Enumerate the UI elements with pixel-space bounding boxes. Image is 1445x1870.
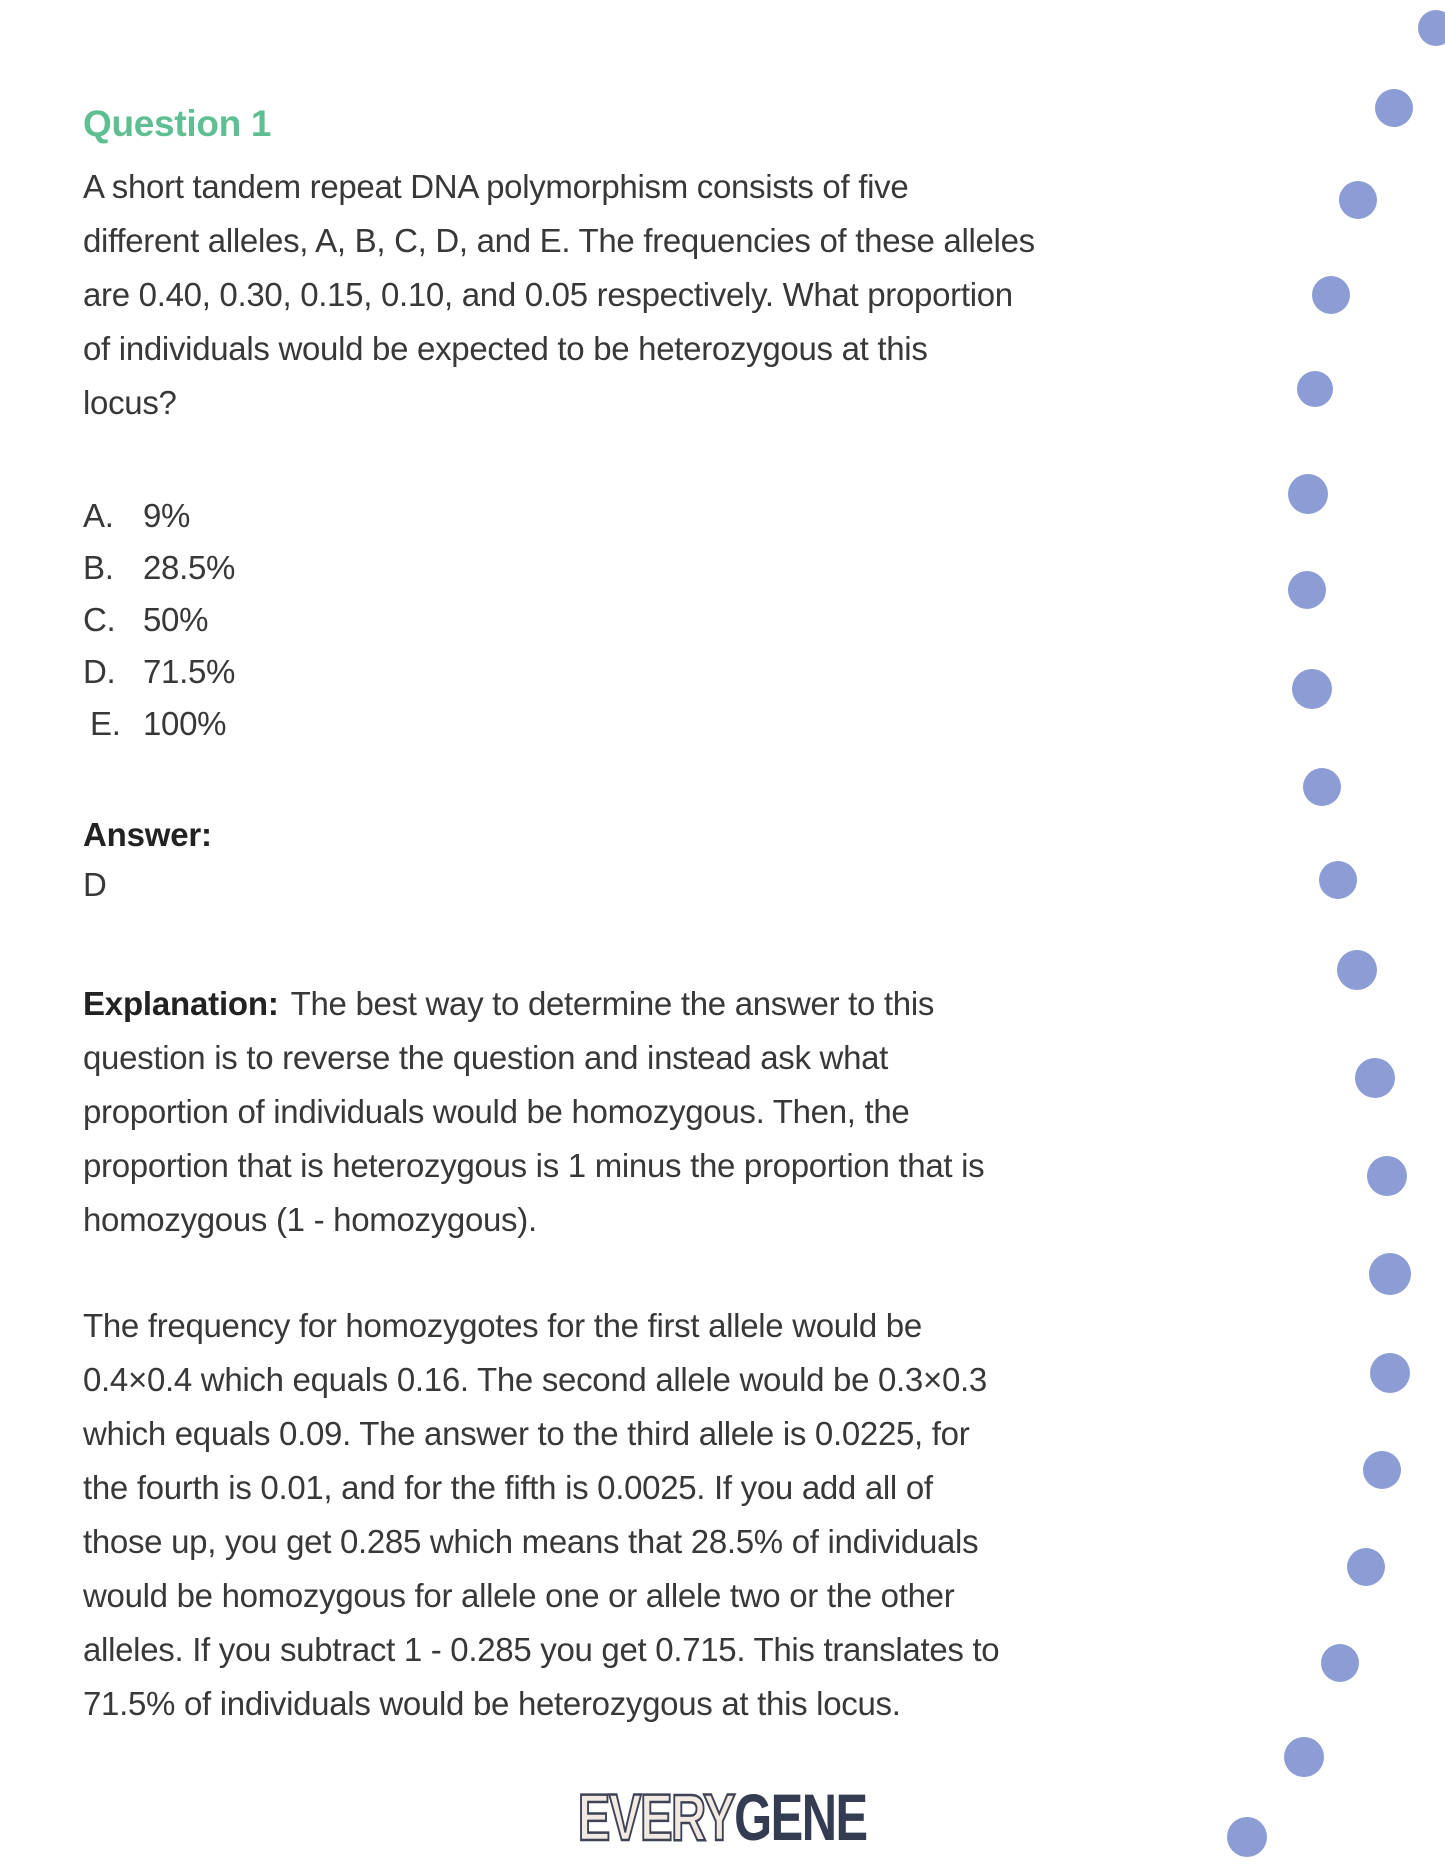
question-heading: Question 1 <box>83 103 272 144</box>
decor-dot <box>1375 89 1413 127</box>
answer-block <box>83 810 212 910</box>
option-d-letter: D. <box>83 653 116 690</box>
decor-dot <box>1303 768 1341 806</box>
decor-dot <box>1339 181 1377 219</box>
explanation-label: Explanation: <box>83 985 279 1022</box>
question-body-line: of individuals would be expected to be heterozygous at this <box>83 330 928 367</box>
question-body <box>83 160 1035 430</box>
logo-every: EVERY <box>578 1780 735 1854</box>
explanation-first-line <box>83 977 984 1031</box>
option-c-letter: C. <box>83 601 116 638</box>
option-a-letter: A. <box>83 497 114 534</box>
explanation-paragraph-2 <box>83 1299 999 1731</box>
decor-dot <box>1370 1353 1410 1393</box>
explanation-line: the fourth is 0.01, and for the fifth is 0.0025. If you add all of <box>83 1469 933 1506</box>
logo-gene: GENE <box>734 1780 867 1854</box>
option-d <box>83 646 235 698</box>
decor-dot <box>1227 1817 1267 1857</box>
option-e <box>83 698 235 750</box>
explanation-line: homozygous (1 - homozygous). <box>83 1201 537 1238</box>
decor-dot <box>1337 950 1377 990</box>
question-body-line: locus? <box>83 384 177 421</box>
question-body-line: different alleles, A, B, C, D, and E. The frequencies of these alleles <box>83 222 1035 259</box>
explanation-paragraph <box>83 977 984 1247</box>
option-b-value: 28.5% <box>143 549 236 586</box>
decor-dot <box>1321 1644 1359 1682</box>
option-a-value: 9% <box>143 497 191 534</box>
option-a <box>83 490 235 542</box>
explanation-line: alleles. If you subtract 1 - 0.285 you get 0.715. This translates to <box>83 1631 1000 1668</box>
explanation-line: 71.5% of individuals would be heterozygous at this locus. <box>83 1685 901 1722</box>
brand-logo-text <box>578 1779 867 1855</box>
option-b-letter: B. <box>83 549 114 586</box>
decor-dot <box>1297 371 1333 407</box>
decor-dot <box>1292 669 1332 709</box>
answer-label: Answer: <box>83 816 212 853</box>
decor-dot <box>1367 1156 1407 1196</box>
decor-dot <box>1288 474 1328 514</box>
decor-dot <box>1369 1253 1411 1295</box>
explanation-line: 0.4×0.4 which equals 0.16. The second allele would be 0.3×0.3 <box>83 1361 987 1398</box>
explanation-line: which equals 0.09. The answer to the third allele is 0.0225, for <box>83 1415 970 1452</box>
decor-dot <box>1312 276 1350 314</box>
explanation-line: proportion of individuals would be homozygous. Then, the <box>83 1093 910 1130</box>
explanation-line: proportion that is heterozygous is 1 minus the proportion that is <box>83 1147 985 1184</box>
decor-dot <box>1363 1451 1401 1489</box>
decor-dot <box>1284 1737 1324 1777</box>
explanation-line: those up, you get 0.285 which means that 28.5% of individuals <box>83 1523 979 1560</box>
question-body-line: A short tandem repeat DNA polymorphism consists of five <box>83 168 909 205</box>
explanation-first-line-text: The best way to determine the answer to this <box>290 985 935 1022</box>
decor-dot <box>1355 1058 1395 1098</box>
option-e-value: 100% <box>143 705 227 742</box>
option-d-value: 71.5% <box>143 653 236 690</box>
explanation-line: The frequency for homozygotes for the first allele would be <box>83 1307 922 1344</box>
explanation-line: question is to reverse the question and instead ask what <box>83 1039 889 1076</box>
answer-value: D <box>83 866 107 903</box>
question-body-line: are 0.40, 0.30, 0.15, 0.10, and 0.05 respectively. What proportion <box>83 276 1013 313</box>
decor-dot <box>1347 1548 1385 1586</box>
decor-dot <box>1319 861 1357 899</box>
option-c <box>83 594 235 646</box>
option-b <box>83 542 235 594</box>
option-e-letter: E. <box>90 705 121 742</box>
option-c-value: 50% <box>143 601 209 638</box>
decor-dot <box>1418 10 1445 46</box>
decor-dot <box>1288 571 1326 609</box>
explanation-lines <box>83 1031 984 1247</box>
answer-options <box>83 490 235 750</box>
explanation-line: would be homozygous for allele one or allele two or the other <box>83 1577 955 1614</box>
